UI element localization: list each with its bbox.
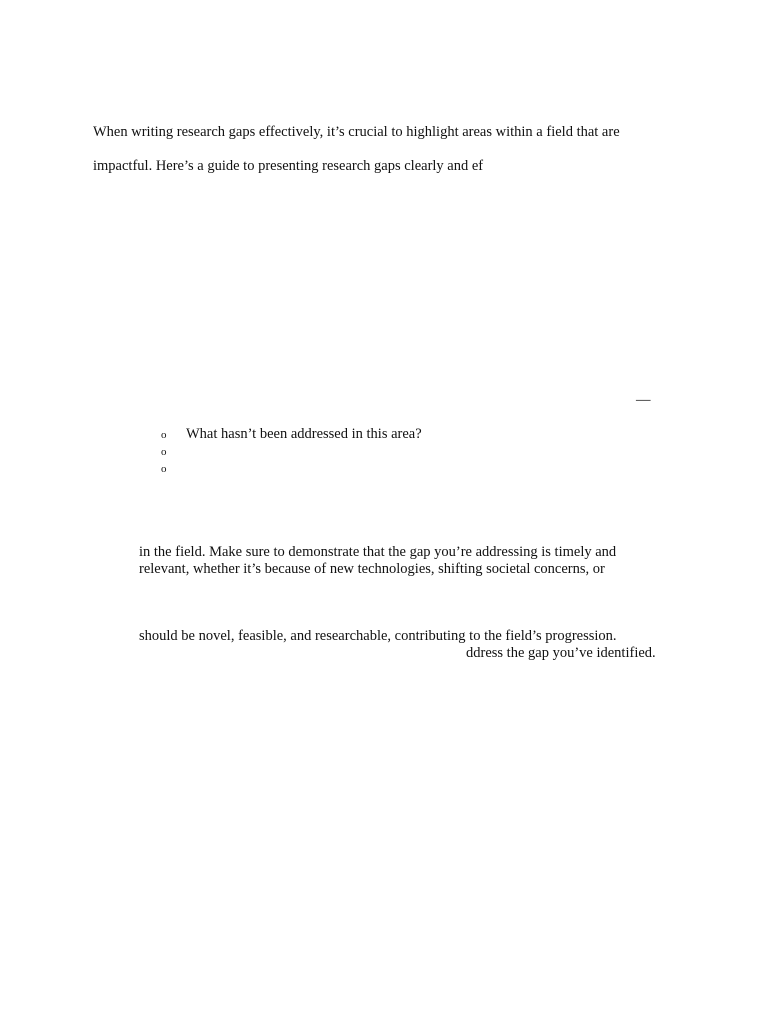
- em-dash: —: [636, 392, 651, 408]
- intro-line-2: impactful. Here’s a guide to presenting research gaps clearly and ef: [93, 158, 484, 174]
- novelty-line-1: should be novel, feasible, and researchable, contributing to the field’s progression.: [139, 628, 617, 644]
- bullet-marker-3: o: [161, 463, 167, 475]
- relevance-line-1: in the field. Make sure to demonstrate that the gap you’re addressing is timely and: [139, 544, 617, 560]
- bullet-marker-1: o: [161, 429, 167, 441]
- novelty-line-2: ddress the gap you’ve identified.: [466, 645, 656, 661]
- bullet-marker-2: o: [161, 446, 167, 458]
- relevance-line-2: relevant, whether it’s because of new technologies, shifting societal concerns, or: [139, 561, 605, 577]
- bullet-item-1: What hasn’t been addressed in this area?: [186, 426, 422, 442]
- intro-line-1: When writing research gaps effectively, it’s crucial to highlight areas within a field that are: [93, 124, 620, 140]
